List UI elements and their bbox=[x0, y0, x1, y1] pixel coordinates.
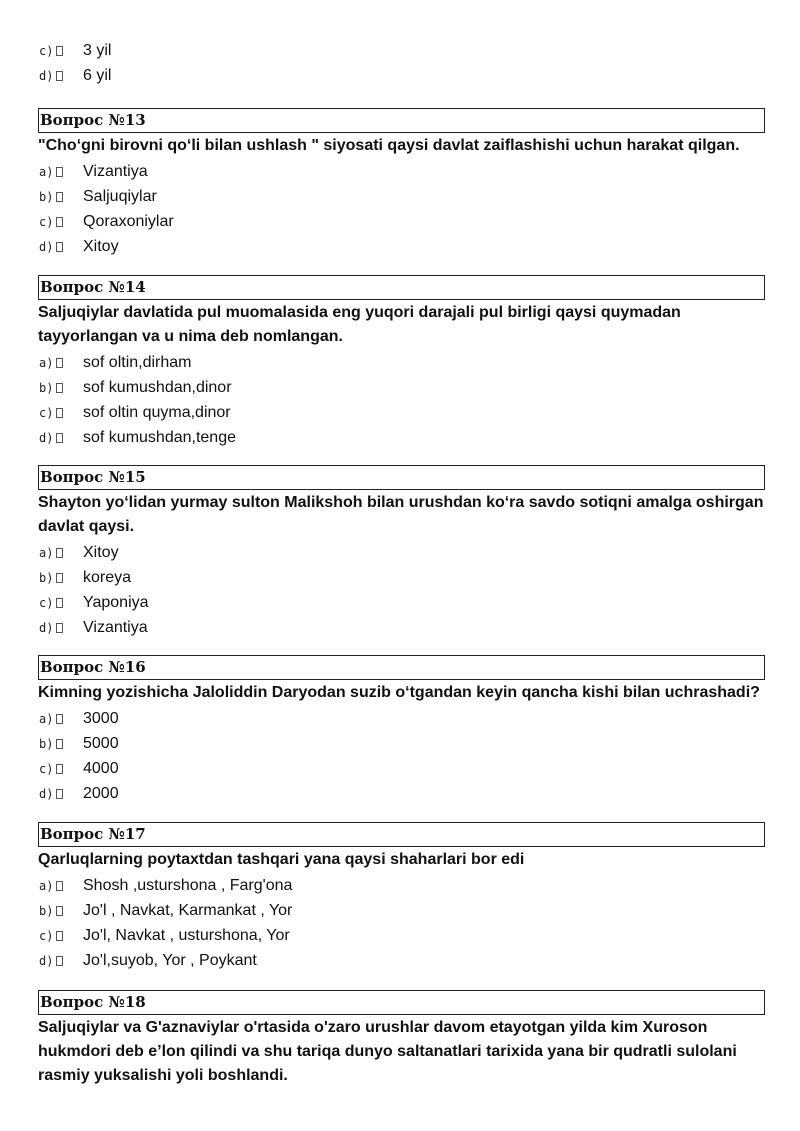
option-letter: d) bbox=[39, 69, 54, 83]
checkbox-icon[interactable] bbox=[56, 573, 63, 583]
option-text: 2000 bbox=[83, 785, 119, 802]
question-13 bbox=[38, 108, 765, 259]
option-letter: d) bbox=[39, 431, 54, 445]
option-text: sof kumushdan,tenge bbox=[83, 429, 236, 446]
option-letter: b) bbox=[39, 904, 54, 918]
question-12-tail bbox=[38, 38, 765, 88]
option-letter: a) bbox=[39, 712, 54, 726]
checkbox-icon[interactable] bbox=[56, 433, 63, 443]
answer-option[interactable] bbox=[38, 923, 765, 948]
answer-option[interactable] bbox=[38, 590, 765, 615]
option-letter: c) bbox=[39, 762, 54, 776]
option-letter: a) bbox=[39, 546, 54, 560]
checkbox-icon[interactable] bbox=[56, 764, 63, 774]
answer-option[interactable] bbox=[38, 425, 765, 450]
checkbox-icon[interactable] bbox=[56, 167, 63, 177]
question-17 bbox=[38, 822, 765, 973]
answer-option[interactable] bbox=[38, 781, 765, 806]
question-18 bbox=[38, 990, 765, 1089]
question-header: Вопрос №18 bbox=[38, 990, 765, 1015]
option-letter: c) bbox=[39, 215, 54, 229]
option-text: Shosh ,usturshona , Farg'ona bbox=[83, 877, 293, 894]
option-letter: d) bbox=[39, 621, 54, 635]
option-letter: d) bbox=[39, 954, 54, 968]
question-text: Shayton yo‘lidan yurmay sulton Malikshoh bilan urushdan ko‘ra savdo sotiqni amalga oshirgan davlat qaysi. bbox=[38, 494, 764, 535]
option-text: 4000 bbox=[83, 760, 119, 777]
question-14 bbox=[38, 275, 765, 450]
answer-option[interactable] bbox=[38, 540, 765, 565]
option-letter: d) bbox=[39, 787, 54, 801]
checkbox-icon[interactable] bbox=[56, 71, 63, 81]
option-text: Saljuqiylar bbox=[83, 188, 157, 205]
option-text: 5000 bbox=[83, 735, 119, 752]
checkbox-icon[interactable] bbox=[56, 931, 63, 941]
answer-option[interactable] bbox=[38, 756, 765, 781]
option-text: sof oltin,dirham bbox=[83, 354, 192, 371]
answer-option[interactable] bbox=[38, 159, 765, 184]
answer-option[interactable] bbox=[38, 615, 765, 640]
checkbox-icon[interactable] bbox=[56, 714, 63, 724]
option-text: koreya bbox=[83, 569, 132, 586]
checkbox-icon[interactable] bbox=[56, 881, 63, 891]
question-text: Saljuqiylar davlatida pul muomalasida eng yuqori darajali pul birligi qaysi quymadan tayyorlangan va u nima deb nomlangan. bbox=[38, 304, 681, 345]
question-header: Вопрос №17 bbox=[38, 822, 765, 847]
option-text: sof oltin quyma,dinor bbox=[83, 404, 231, 421]
checkbox-icon[interactable] bbox=[56, 408, 63, 418]
question-header: Вопрос №13 bbox=[38, 108, 765, 133]
answer-option[interactable] bbox=[38, 350, 765, 375]
answer-option[interactable] bbox=[38, 948, 765, 973]
checkbox-icon[interactable] bbox=[56, 383, 63, 393]
option-text: 3000 bbox=[83, 710, 119, 727]
option-letter: b) bbox=[39, 571, 54, 585]
option-letter: c) bbox=[39, 596, 54, 610]
checkbox-icon[interactable] bbox=[56, 548, 63, 558]
option-letter: a) bbox=[39, 165, 54, 179]
answer-option[interactable] bbox=[38, 375, 765, 400]
checkbox-icon[interactable] bbox=[56, 623, 63, 633]
checkbox-icon[interactable] bbox=[56, 739, 63, 749]
answer-option[interactable] bbox=[38, 63, 765, 88]
question-text: "Cho‘gni birovni qo‘li bilan ushlash " siyosati qaysi davlat zaiflashishi uchun harakat qilgan. bbox=[38, 137, 740, 154]
answer-option[interactable] bbox=[38, 38, 765, 63]
option-text: sof kumushdan,dinor bbox=[83, 379, 232, 396]
answer-option[interactable] bbox=[38, 209, 765, 234]
option-text: Jo'l , Navkat, Karmankat , Yor bbox=[83, 902, 293, 919]
option-text: Jo'l, Navkat , usturshona, Yor bbox=[83, 927, 290, 944]
option-letter: c) bbox=[39, 929, 54, 943]
option-letter: d) bbox=[39, 240, 54, 254]
option-letter: c) bbox=[39, 406, 54, 420]
option-text: 3 yil bbox=[83, 42, 112, 59]
option-text: Vizantiya bbox=[83, 619, 148, 636]
option-letter: a) bbox=[39, 356, 54, 370]
answer-option[interactable] bbox=[38, 184, 765, 209]
answer-option[interactable] bbox=[38, 873, 765, 898]
option-letter: b) bbox=[39, 190, 54, 204]
checkbox-icon[interactable] bbox=[56, 956, 63, 966]
checkbox-icon[interactable] bbox=[56, 906, 63, 916]
option-letter: c) bbox=[39, 44, 54, 58]
answer-option[interactable] bbox=[38, 565, 765, 590]
question-header: Вопрос №14 bbox=[38, 275, 765, 300]
question-text: Qarluqlarning poytaxtdan tashqari yana qaysi shaharlari bor edi bbox=[38, 851, 525, 868]
question-text: Kimning yozishicha Jaloliddin Daryodan suzib o‘tgandan keyin qancha kishi bilan uchrashadi? bbox=[38, 684, 760, 701]
question-16 bbox=[38, 655, 765, 806]
question-header: Вопрос №16 bbox=[38, 655, 765, 680]
option-text: Vizantiya bbox=[83, 163, 148, 180]
option-letter: b) bbox=[39, 737, 54, 751]
answer-option[interactable] bbox=[38, 731, 765, 756]
question-header: Вопрос №15 bbox=[38, 465, 765, 490]
answer-option[interactable] bbox=[38, 400, 765, 425]
checkbox-icon[interactable] bbox=[56, 789, 63, 799]
option-text: Xitoy bbox=[83, 238, 119, 255]
option-text: Xitoy bbox=[83, 544, 119, 561]
answer-option[interactable] bbox=[38, 898, 765, 923]
checkbox-icon[interactable] bbox=[56, 358, 63, 368]
checkbox-icon[interactable] bbox=[56, 217, 63, 227]
option-letter: b) bbox=[39, 381, 54, 395]
option-letter: a) bbox=[39, 879, 54, 893]
checkbox-icon[interactable] bbox=[56, 192, 63, 202]
checkbox-icon[interactable] bbox=[56, 46, 63, 56]
answer-option[interactable] bbox=[38, 234, 765, 259]
question-text: Saljuqiylar va G'aznaviylar o'rtasida o'zaro urushlar davom etayotgan yilda kim Xuroson hukmdori deb e’lon qilindi va shu tariqa dunyo saltanatlari tarixida yana bir qudratli sulolani rasmiy yuksalishi yoli boshlandi. bbox=[38, 1019, 737, 1084]
option-text: Jo'l,suyob, Yor , Poykant bbox=[83, 952, 257, 969]
checkbox-icon[interactable] bbox=[56, 598, 63, 608]
answer-option[interactable] bbox=[38, 706, 765, 731]
option-text: Yaponiya bbox=[83, 594, 149, 611]
question-15 bbox=[38, 465, 765, 640]
option-text: Qoraxoniylar bbox=[83, 213, 174, 230]
option-text: 6 yil bbox=[83, 67, 112, 84]
checkbox-icon[interactable] bbox=[56, 242, 63, 252]
